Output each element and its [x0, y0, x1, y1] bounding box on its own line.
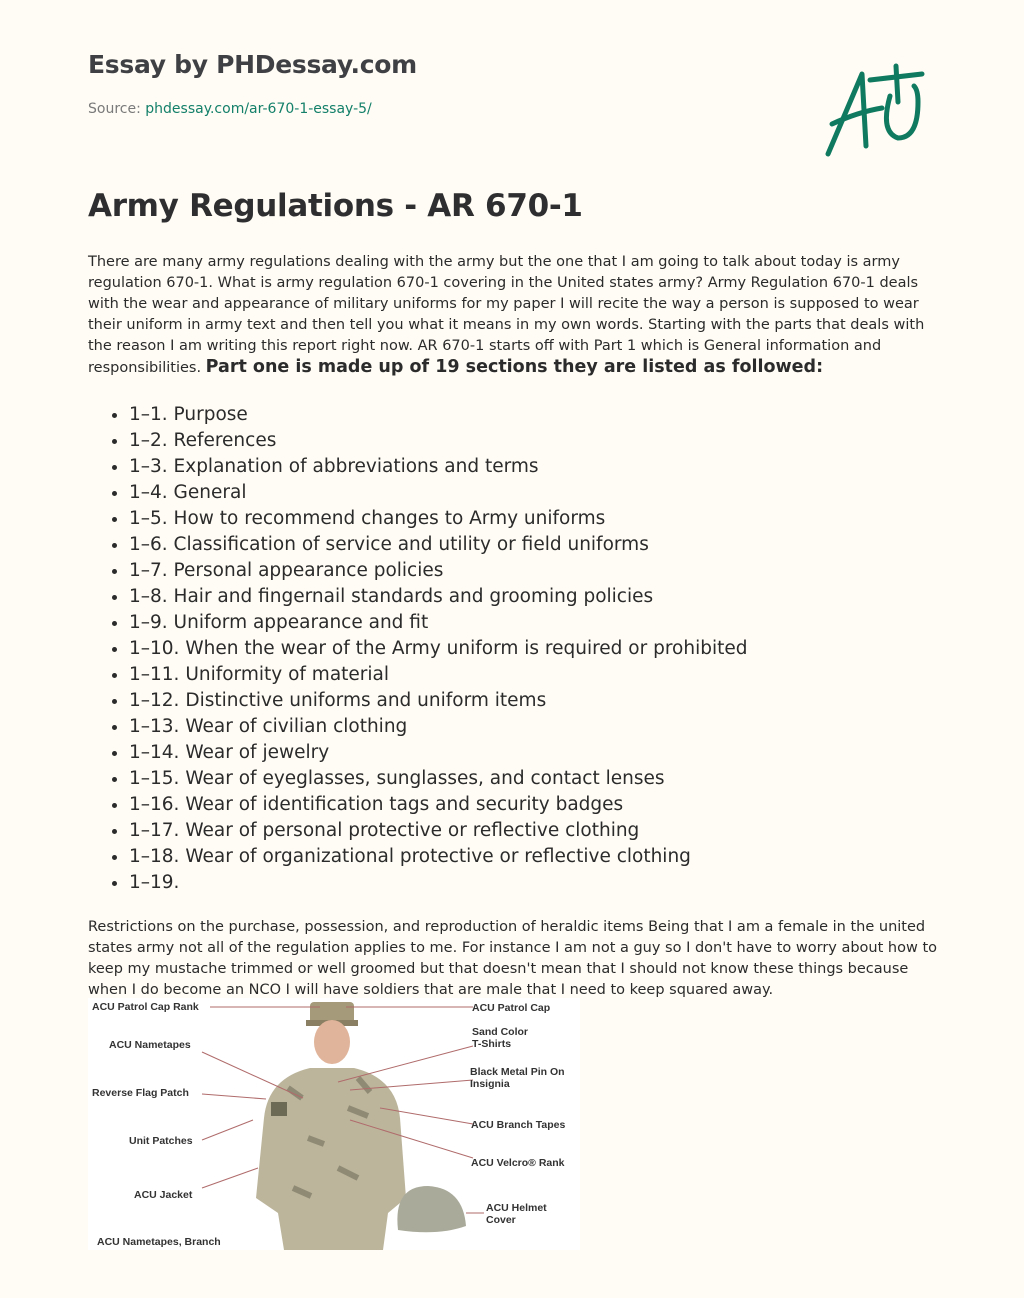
section-list-item: • 1–11. Uniformity of material	[129, 662, 748, 688]
section-list-item: • 1–1. Purpose	[129, 402, 748, 428]
intro-text: There are many army regulations dealing with the army but the one that I am going to talk about today is army regulation 670-1. What is army regulation 670-1 covering in the United states army? Army Regulation 670-1 deals with the wear and appearance of military uniforms for my paper I will recite the way a person is supposed to wear their uniform in army text and then tell you what it means in my own words. Starting with the parts that deals with the reason I am writing this report right now. AR 670-1 starts off with Part 1 which is General information and responsibilities.	[88, 254, 925, 376]
closing-paragraph: Restrictions on the purchase, possession, and reproduction of heraldic items Being that I am a female in the united states army not all of the regulation applies to me. For instance I am not a guy so I don't have to worry about how to keep my mustache trimmed or well groomed but that doesn't mean that I should not know these things because when I do become an NCO I will have soldiers that are male that I need to keep squared away.	[88, 919, 938, 998]
label-metal-pin	[470, 1066, 565, 1090]
section-list-item: • 1–4. General	[129, 480, 748, 506]
label-unit-patches: Unit Patches	[129, 1135, 193, 1147]
head	[314, 1020, 350, 1064]
label-nametapes-branch: ACU Nametapes, Branch	[97, 1236, 221, 1248]
label-helmet-line2: Cover	[486, 1214, 516, 1226]
label-flag-patch: Reverse Flag Patch	[92, 1087, 189, 1099]
a-plus-logo-icon	[818, 62, 930, 162]
source-link[interactable]: phdessay.com/ar-670-1-essay-5/	[145, 101, 372, 117]
section-list-item: • 1–9. Uniform appearance and fit	[129, 610, 748, 636]
label-velcro-rank: ACU Velcro® Rank	[471, 1157, 565, 1169]
section-list-item: • 1–2. References	[129, 428, 748, 454]
label-nametapes: ACU Nametapes	[109, 1039, 191, 1051]
label-branch-tapes: ACU Branch Tapes	[471, 1119, 566, 1131]
uniform-diagram	[88, 998, 580, 1250]
source-line	[88, 101, 372, 117]
section-list-item: • 1–7. Personal appearance policies	[129, 558, 748, 584]
source-label: Source:	[88, 101, 141, 117]
section-list-item: • 1–17. Wear of personal protective or reflective clothing	[129, 818, 748, 844]
site-brand: Essay by PHDessay.com	[88, 50, 417, 79]
acu-jacket	[256, 1068, 406, 1250]
intro-bold: Part one is made up of 19 sections they are listed as followed:	[205, 357, 824, 377]
section-list-item: • 1–19.	[129, 870, 748, 896]
helmet-cover	[397, 1186, 466, 1232]
section-list-item: • 1–8. Hair and fingernail standards and grooming policies	[129, 584, 748, 610]
flag-patch	[271, 1102, 287, 1116]
section-list-item: • 1–12. Distinctive uniforms and uniform items	[129, 688, 748, 714]
label-cap-rank: ACU Patrol Cap Rank	[92, 1001, 199, 1013]
section-list-item: • 1–6. Classification of service and utility or field uniforms	[129, 532, 748, 558]
section-list-item: • 1–15. Wear of eyeglasses, sunglasses, and contact lenses	[129, 766, 748, 792]
section-list-item: • 1–16. Wear of identification tags and security badges	[129, 792, 748, 818]
section-list-item: • 1–18. Wear of organizational protective or reflective clothing	[129, 844, 748, 870]
section-list-item: • 1–14. Wear of jewelry	[129, 740, 748, 766]
section-list-item: • 1–3. Explanation of abbreviations and terms	[129, 454, 748, 480]
label-helmet-line1: ACU Helmet	[486, 1202, 547, 1214]
intro-paragraph	[88, 252, 948, 379]
label-tshirts	[472, 1026, 528, 1050]
label-tshirts-line2: T-Shirts	[472, 1038, 512, 1050]
section-list-item: • 1–13. Wear of civilian clothing	[129, 714, 748, 740]
sections-list	[88, 402, 748, 896]
label-pin-line2: Insignia	[470, 1078, 510, 1090]
label-pin-line1: Black Metal Pin On	[470, 1066, 565, 1078]
section-list-item: • 1–5. How to recommend changes to Army uniforms	[129, 506, 748, 532]
label-patrol-cap: ACU Patrol Cap	[472, 1002, 551, 1014]
label-tshirts-line1: Sand Color	[472, 1026, 529, 1038]
label-helmet-cover	[486, 1202, 547, 1226]
section-list-item: • 1–10. When the wear of the Army uniform is required or prohibited	[129, 636, 748, 662]
page-title: Army Regulations - AR 670-1	[88, 188, 583, 224]
label-jacket: ACU Jacket	[134, 1189, 193, 1201]
